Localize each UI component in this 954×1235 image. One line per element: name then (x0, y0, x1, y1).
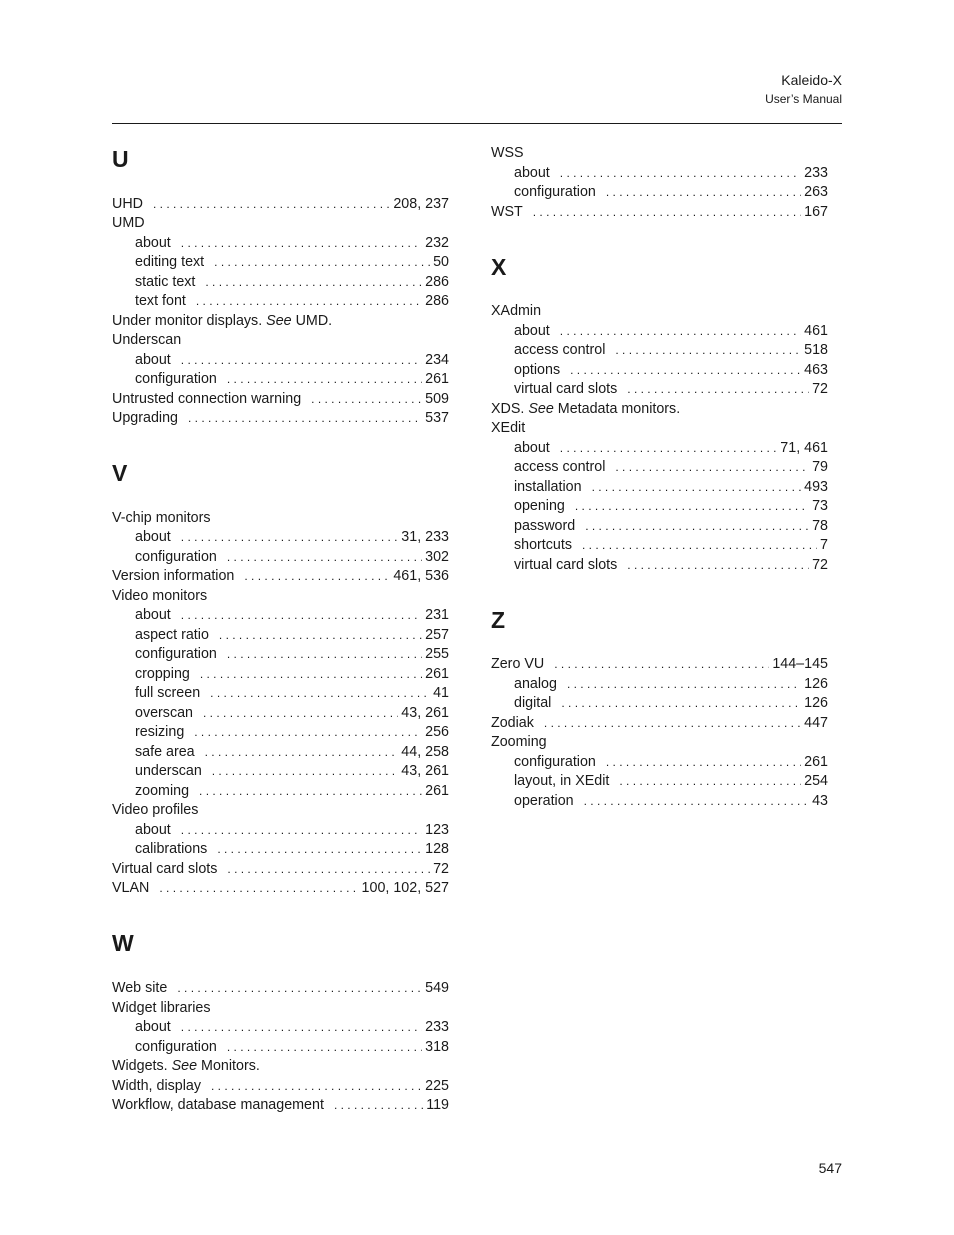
dot-leader (227, 860, 430, 880)
page-reference: 44, 258 (401, 743, 449, 760)
index-subentry (491, 183, 828, 203)
index-subentry (491, 497, 828, 517)
index-term: safe area (135, 743, 195, 760)
index-term: UHD (112, 195, 143, 212)
index-term: Virtual card slots (112, 860, 218, 877)
index-subentry (491, 792, 828, 812)
running-header (765, 70, 842, 108)
page-reference: 71, 461 (780, 439, 828, 456)
page-reference: 72 (812, 556, 828, 573)
index-term: Widget libraries (112, 999, 211, 1016)
index-entry (112, 860, 449, 880)
index-entry (112, 390, 449, 410)
page-reference: 43 (812, 792, 828, 809)
dot-leader (606, 753, 801, 773)
index-term: about (514, 164, 550, 181)
header-rule (112, 123, 842, 124)
index-letter-heading: U (112, 146, 129, 172)
dot-leader (533, 203, 801, 223)
index-subentry (112, 704, 449, 724)
index-subentry (112, 548, 449, 568)
dot-leader (211, 1077, 422, 1097)
dot-leader (159, 879, 358, 899)
index-subentry (491, 772, 828, 792)
dot-leader (214, 253, 430, 273)
dot-leader (560, 439, 778, 459)
dot-leader (584, 792, 809, 812)
index-subentry (491, 458, 828, 478)
dot-leader (177, 979, 422, 999)
index-term: about (514, 439, 550, 456)
dot-leader (606, 183, 801, 203)
index-entry (491, 144, 828, 164)
page-reference: 128 (425, 841, 449, 858)
page-reference: 126 (804, 695, 828, 712)
index-term: V-chip monitors (112, 509, 211, 526)
index-term: UMD (112, 215, 145, 232)
dot-leader (227, 548, 422, 568)
dot-leader (311, 390, 422, 410)
dot-leader (153, 195, 390, 215)
index-subentry (491, 322, 828, 342)
index-term: about (135, 234, 171, 251)
page-reference: 233 (804, 164, 828, 181)
page-reference: 126 (804, 675, 828, 692)
index-letter-heading: V (112, 460, 128, 487)
index-entry (491, 733, 828, 753)
index-term: cropping (135, 665, 190, 682)
index-subentry (491, 556, 828, 576)
index-term: shortcuts (514, 537, 573, 554)
index-subentry (112, 723, 449, 743)
dot-leader (615, 341, 801, 361)
dot-leader (227, 1038, 422, 1058)
index-term: digital (514, 695, 552, 712)
dot-leader (181, 351, 422, 371)
index-term: Version information (112, 568, 235, 585)
index-term: Upgrading (112, 410, 178, 427)
index-subentry (112, 528, 449, 548)
page-reference: 263 (804, 184, 828, 200)
index-letter-heading: Z (491, 606, 506, 633)
index-column-right (491, 144, 828, 811)
dot-leader (567, 675, 801, 695)
index-term: about (135, 607, 171, 624)
index-term: underscan (135, 763, 202, 780)
page-reference: 261 (425, 782, 449, 799)
dot-leader (544, 714, 801, 734)
index-entry (112, 1077, 449, 1097)
index-term: configuration (514, 753, 596, 770)
page-reference: 43, 261 (401, 704, 449, 721)
index-subentry (491, 361, 828, 381)
index-column-left (112, 144, 449, 1116)
index-term: operation (514, 792, 574, 809)
index-term: XAdmin (491, 303, 542, 320)
page-reference: 261 (425, 665, 449, 682)
dot-leader (627, 556, 809, 576)
index-entry (112, 214, 449, 234)
dot-leader (554, 655, 769, 675)
index-term: installation (514, 478, 582, 495)
index-term: configuration (514, 184, 596, 200)
page-reference: 100, 102, 527 (361, 880, 449, 897)
index-entry (112, 331, 449, 351)
index-subentry (491, 694, 828, 714)
index-entry (112, 1096, 449, 1116)
dot-leader (592, 478, 802, 498)
dot-leader (334, 1096, 423, 1116)
page-reference: 43, 261 (401, 763, 449, 780)
index-term: aspect ratio (135, 626, 209, 643)
index-subentry (491, 380, 828, 400)
dot-leader (200, 665, 422, 685)
index-term: Video profiles (112, 802, 199, 819)
index-subentry (112, 273, 449, 293)
dot-leader (615, 458, 809, 478)
dot-leader (199, 782, 422, 802)
page-reference: 72 (812, 381, 828, 398)
index-subentry (491, 753, 828, 773)
dot-leader (585, 517, 809, 537)
page-reference: 537 (425, 410, 449, 427)
index-subentry (112, 840, 449, 860)
dot-leader (181, 606, 422, 626)
index-term: VLAN (112, 880, 150, 897)
index-entry (491, 655, 828, 675)
index-entry (491, 302, 828, 322)
page-reference: 318 (425, 1038, 449, 1055)
index-term: password (514, 517, 576, 534)
page-reference: 286 (425, 273, 449, 290)
index-term: full screen (135, 685, 201, 702)
index-subentry (491, 164, 828, 184)
index-subentry (491, 536, 828, 556)
index-term: Video monitors (112, 587, 208, 604)
dot-leader (560, 164, 801, 184)
page-reference: 463 (804, 361, 828, 378)
section-gap (112, 429, 449, 459)
index-term: analog (514, 675, 557, 692)
index-subentry (112, 821, 449, 841)
index-term: opening (514, 498, 565, 515)
index-term: WSS (491, 145, 524, 161)
index-term: about (514, 322, 550, 339)
index-subentry (112, 665, 449, 685)
page-reference: 167 (804, 203, 828, 220)
dot-leader (244, 567, 390, 587)
index-subentry (112, 234, 449, 254)
dot-leader (570, 361, 801, 381)
page-reference: 208, 237 (393, 195, 449, 212)
index-term: text font (135, 293, 186, 310)
see-target: Monitors. (201, 1058, 260, 1075)
page-reference: 518 (804, 342, 828, 359)
index-term: about (135, 351, 171, 368)
page-reference: 72 (433, 860, 449, 877)
index-term: Workflow, database management (112, 1097, 324, 1114)
index-term: zooming (135, 782, 190, 799)
page-reference: 461 (804, 322, 828, 339)
page-reference: 254 (804, 773, 828, 790)
dot-leader (219, 626, 422, 646)
index-subentry (112, 253, 449, 273)
index-subentry (491, 517, 828, 537)
dot-leader (217, 840, 422, 860)
dot-leader (561, 694, 801, 714)
page-reference: 509 (425, 390, 449, 407)
index-subentry (112, 684, 449, 704)
page-reference: 447 (804, 714, 828, 731)
dot-leader (210, 684, 430, 704)
section-gap (112, 899, 449, 929)
index-subentry (112, 1018, 449, 1038)
see-label: See (266, 312, 292, 329)
page-reference: 261 (425, 371, 449, 388)
page-reference: 144–145 (772, 656, 828, 673)
index-term: WST (491, 203, 523, 220)
index-see-reference (112, 1057, 449, 1077)
see-label: See (528, 400, 554, 417)
index-entry (112, 409, 449, 429)
index-term: XEdit (491, 420, 526, 437)
index-term: Underscan (112, 332, 182, 349)
dot-leader (227, 645, 422, 665)
index-term: access control (514, 459, 606, 476)
index-term: virtual card slots (514, 381, 618, 398)
index-entry (491, 203, 828, 223)
index-entry (112, 509, 449, 529)
see-target: UMD. (295, 312, 333, 329)
index-term: configuration (135, 548, 217, 565)
page-reference: 232 (425, 234, 449, 251)
index-term: access control (514, 342, 606, 359)
index-entry (112, 879, 449, 899)
index-subentry (112, 626, 449, 646)
page-reference: 261 (804, 753, 828, 770)
dot-leader (560, 322, 801, 342)
page-reference: 493 (804, 478, 828, 495)
index-term: Web site (112, 980, 168, 997)
page-reference: 286 (425, 293, 449, 310)
section-gap (491, 222, 828, 252)
dot-leader (203, 704, 398, 724)
page-reference: 123 (425, 821, 449, 838)
dot-leader (627, 380, 809, 400)
index-subentry (491, 439, 828, 459)
index-entry (112, 567, 449, 587)
page-reference: 41 (433, 685, 449, 702)
index-subentry (112, 782, 449, 802)
page-reference: 7 (820, 537, 828, 554)
page-reference: 225 (425, 1077, 449, 1094)
dot-leader (212, 762, 399, 782)
index-subentry (491, 478, 828, 498)
index-term: configuration (135, 1038, 217, 1055)
page-reference: 461, 536 (393, 568, 449, 585)
index-subentry (491, 341, 828, 361)
page-reference: 231 (425, 607, 449, 624)
index-term: calibrations (135, 841, 208, 858)
index-see-reference (491, 400, 828, 420)
see-term: Widgets. (112, 1058, 168, 1075)
index-subentry (112, 351, 449, 371)
index-term: configuration (135, 646, 217, 663)
manual-subtitle: User’s Manual (765, 92, 842, 106)
index-entry (491, 714, 828, 734)
index-term: Zooming (491, 734, 547, 751)
dot-leader (181, 1018, 422, 1038)
index-term: about (135, 821, 171, 838)
section-gap (491, 575, 828, 605)
index-subentry (112, 606, 449, 626)
index-term: layout, in XEdit (514, 773, 610, 790)
index-term: options (514, 361, 561, 378)
index-term: resizing (135, 724, 185, 741)
index-term: static text (135, 273, 196, 290)
dot-leader (181, 821, 422, 841)
manual-title: Kaleido-X (781, 72, 842, 88)
dot-leader (181, 528, 399, 548)
index-term: about (135, 529, 171, 546)
page-reference: 119 (426, 1097, 449, 1114)
page-reference: 256 (425, 724, 449, 741)
page-reference: 73 (812, 498, 828, 515)
index-term: configuration (135, 371, 217, 388)
page-reference: 255 (425, 646, 449, 663)
dot-leader (181, 234, 422, 254)
dot-leader (205, 273, 422, 293)
index-term: editing text (135, 254, 205, 271)
page-reference: 31, 233 (401, 529, 449, 546)
index-subentry (491, 675, 828, 695)
dot-leader (194, 723, 422, 743)
page-reference: 50 (433, 254, 449, 271)
index-entry (491, 419, 828, 439)
dot-leader (619, 772, 801, 792)
index-entry (112, 587, 449, 607)
index-term: overscan (135, 704, 194, 721)
dot-leader (196, 292, 422, 312)
see-target: Metadata monitors. (557, 400, 681, 417)
index-subentry (112, 1038, 449, 1058)
page-reference: 302 (425, 548, 449, 565)
index-term: about (135, 1019, 171, 1036)
page-reference: 233 (425, 1019, 449, 1036)
index-letter-heading: W (112, 930, 134, 957)
index-term: Zodiak (491, 714, 534, 731)
index-term: Untrusted connection warning (112, 390, 302, 407)
page-reference: 257 (425, 626, 449, 643)
see-label: See (171, 1058, 198, 1075)
index-subentry (112, 370, 449, 390)
index-term: virtual card slots (514, 556, 618, 573)
page-reference: 79 (812, 459, 828, 476)
dot-leader (188, 409, 422, 429)
index-entry (112, 979, 449, 999)
index-letter-heading: X (491, 253, 507, 280)
index-entry (112, 999, 449, 1019)
index-term: Zero VU (491, 656, 545, 673)
dot-leader (582, 536, 817, 556)
dot-leader (227, 370, 422, 390)
page-reference: 549 (425, 980, 449, 997)
page-number: 547 (818, 1160, 842, 1176)
index-subentry (112, 743, 449, 763)
index-entry (112, 195, 449, 215)
index-subentry (112, 645, 449, 665)
index-see-reference (112, 312, 449, 332)
see-term: Under monitor displays. (112, 312, 263, 329)
page-reference: 78 (812, 517, 828, 534)
index-subentry (112, 292, 449, 312)
page-reference: 234 (425, 351, 449, 368)
dot-leader (575, 497, 809, 517)
index-entry (112, 801, 449, 821)
index-subentry (112, 762, 449, 782)
dot-leader (205, 743, 399, 763)
index-term: Width, display (112, 1077, 201, 1094)
see-term: XDS. (491, 400, 525, 417)
